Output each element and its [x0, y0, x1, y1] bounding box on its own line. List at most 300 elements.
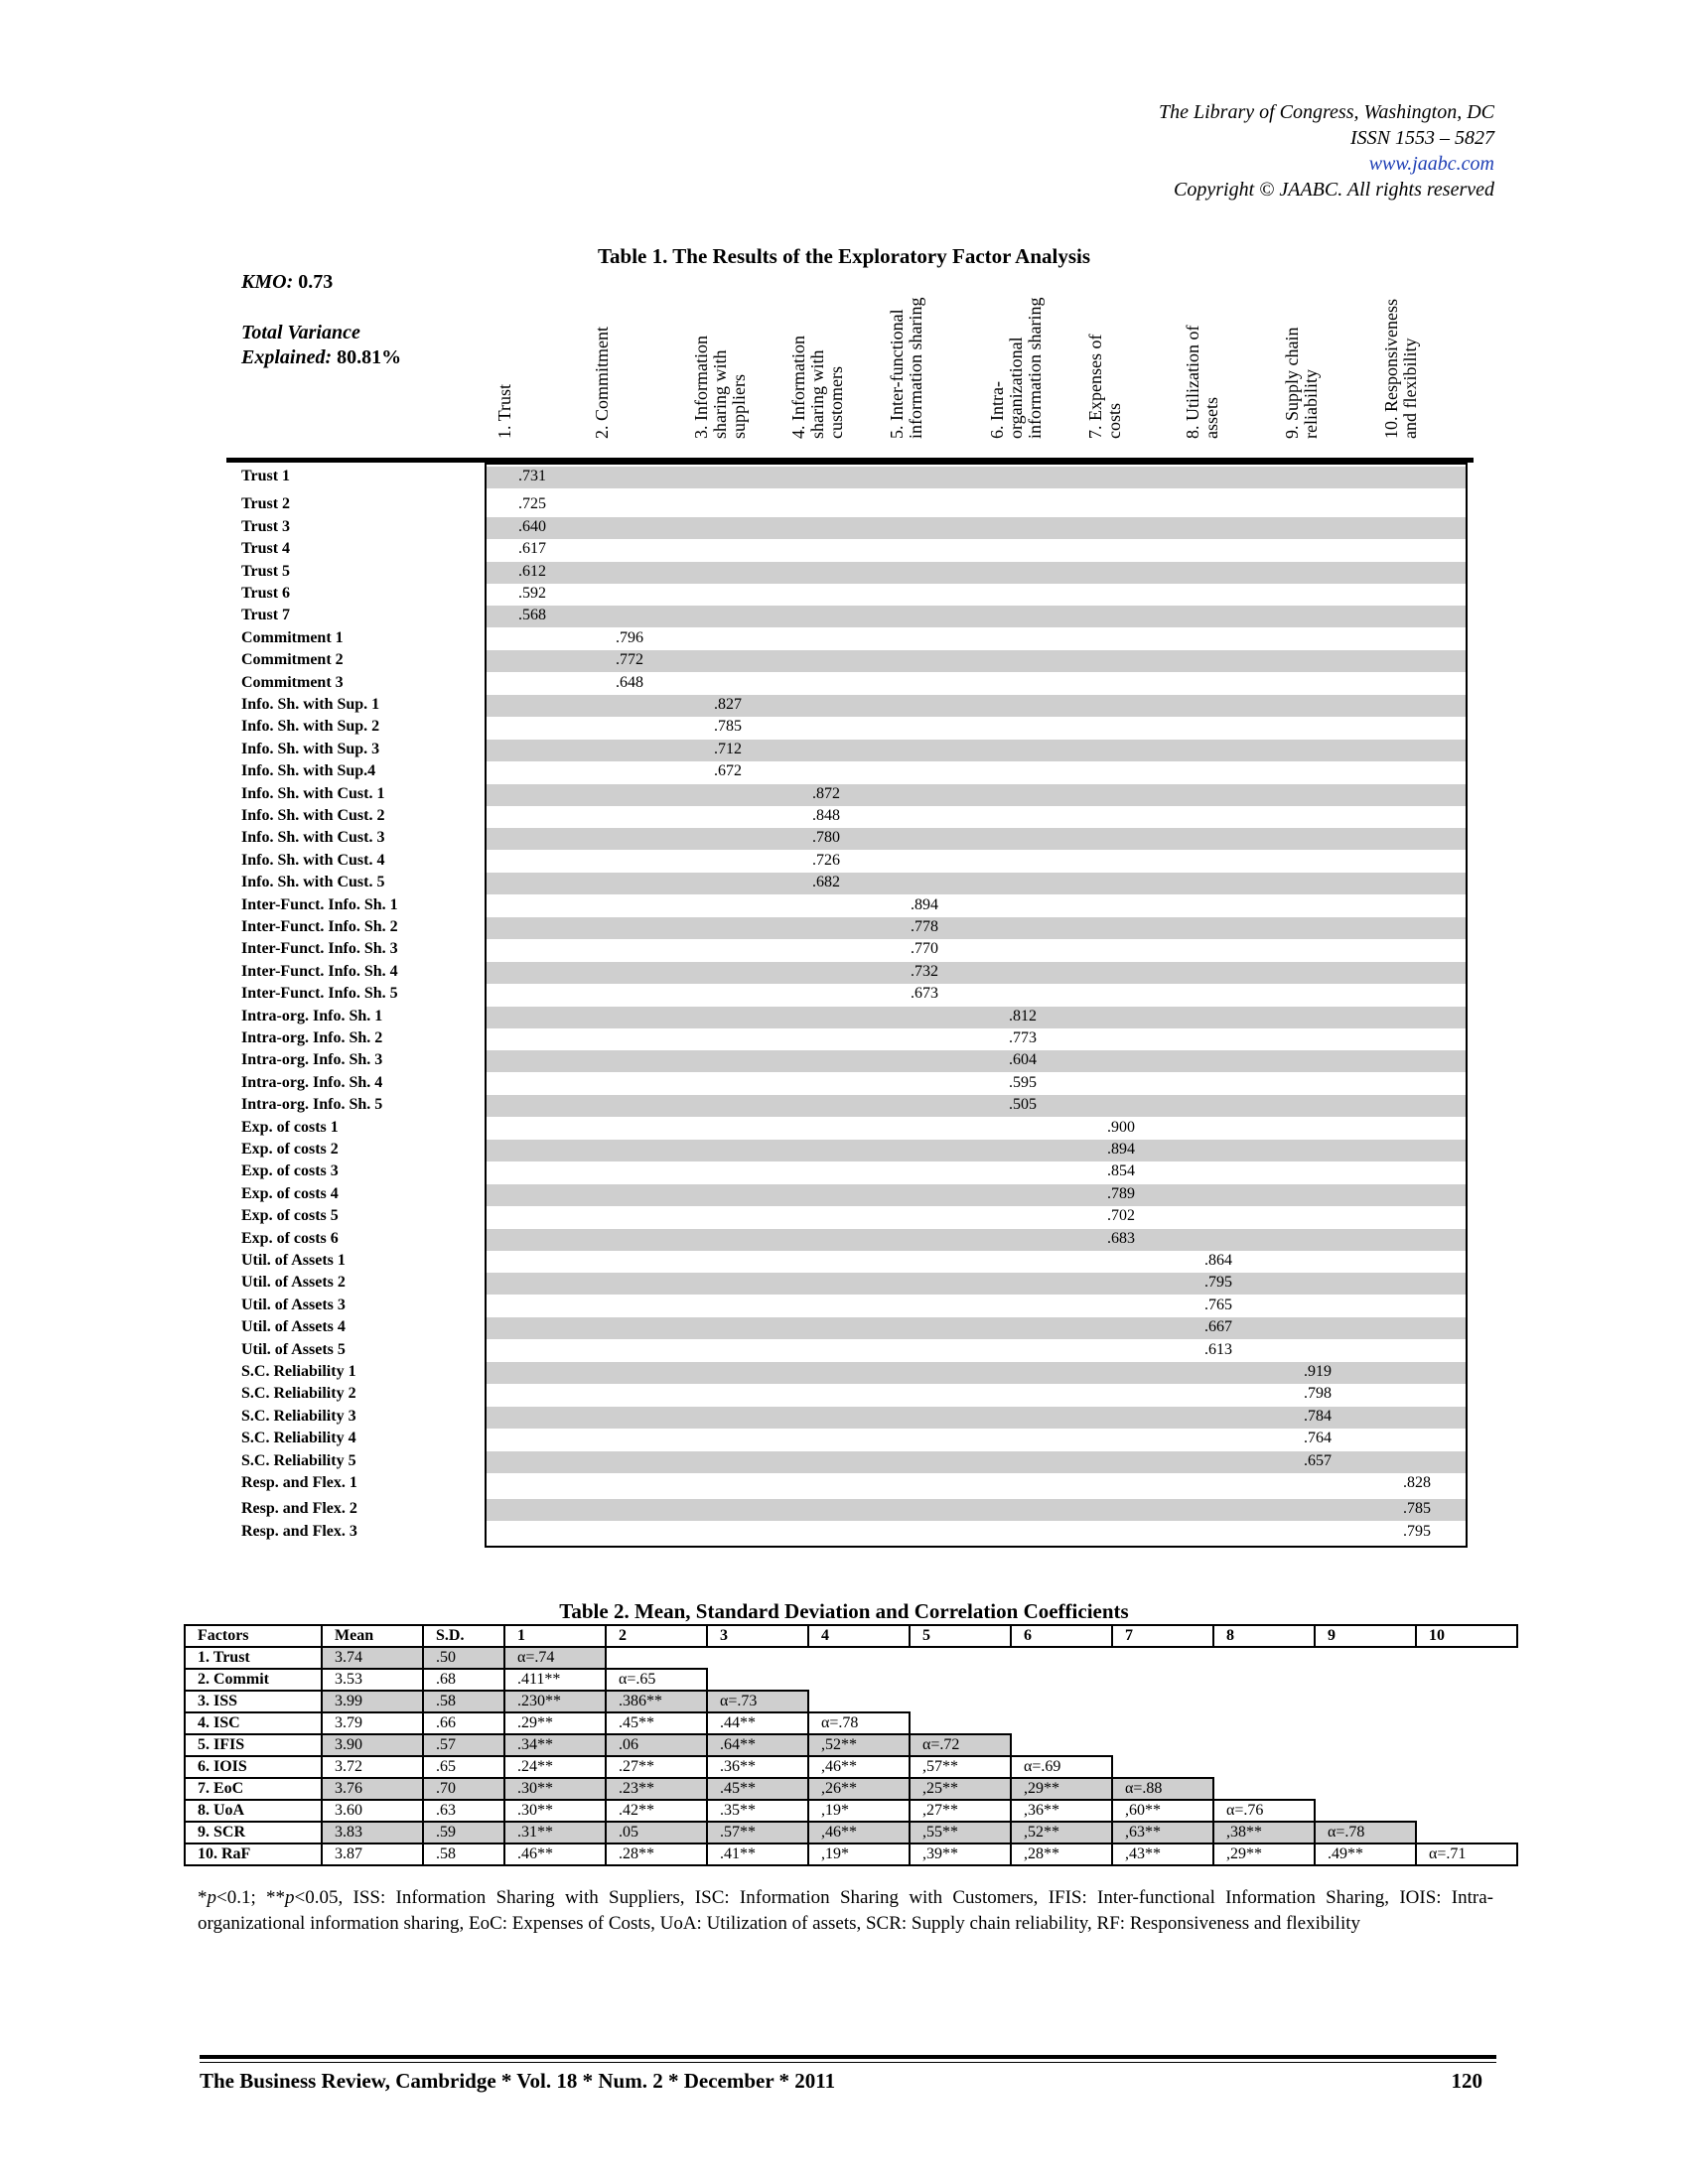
empty-cell: [1315, 1669, 1416, 1691]
factor-loading: .827: [714, 696, 742, 713]
sd-cell: .68: [423, 1669, 504, 1691]
correlation-cell: .27**: [606, 1756, 707, 1778]
note-sig2: **: [266, 1887, 286, 1908]
factor-loading: .568: [518, 607, 546, 624]
table2-header-cell: 6: [1011, 1625, 1112, 1647]
factor-loading: .785: [1403, 1500, 1431, 1518]
factor-loading: .778: [911, 918, 938, 935]
item-label: Util. of Assets 4: [241, 1318, 346, 1336]
empty-cell: [1112, 1712, 1213, 1734]
table2-header-cell: S.D.: [423, 1625, 504, 1647]
item-label: S.C. Reliability 1: [241, 1363, 356, 1380]
item-label: Exp. of costs 4: [241, 1184, 339, 1202]
empty-cell: [1416, 1822, 1517, 1843]
factor-cell: 8. UoA: [185, 1800, 322, 1822]
factor-loading: .731: [518, 468, 546, 484]
factor-loading: .919: [1304, 1363, 1332, 1380]
factor-loading: .592: [518, 585, 546, 602]
column-header-2: [593, 327, 612, 439]
item-label: Intra-org. Info. Sh. 3: [241, 1051, 383, 1069]
mean-cell: 3.87: [322, 1843, 423, 1865]
column-header-line: 8. Utilization of: [1183, 325, 1202, 439]
correlation-cell: ,19*: [808, 1800, 910, 1822]
factor-loading: .595: [1009, 1073, 1037, 1091]
factor-loading: .612: [518, 562, 546, 580]
empty-cell: [1315, 1734, 1416, 1756]
correlation-cell: .386**: [606, 1691, 707, 1712]
factor-loading: .640: [518, 517, 546, 535]
sd-cell: .70: [423, 1778, 504, 1800]
correlation-cell: ,46**: [808, 1756, 910, 1778]
factor-loading: .795: [1204, 1274, 1232, 1292]
factor-loading: .773: [1009, 1029, 1037, 1046]
factor-loading: .505: [1009, 1096, 1037, 1114]
table2-row: [185, 1822, 1517, 1843]
empty-cell: [1315, 1712, 1416, 1734]
correlation-cell: α=.73: [707, 1691, 808, 1712]
empty-cell: [1112, 1756, 1213, 1778]
correlation-cell: .45**: [606, 1712, 707, 1734]
item-label: Inter-Funct. Info. Sh. 2: [241, 918, 398, 935]
item-label: Resp. and Flex. 1: [241, 1474, 357, 1491]
column-header-line: sharing with: [807, 349, 827, 439]
item-label: Info. Sh. with Cust. 4: [241, 851, 385, 869]
empty-cell: [1416, 1712, 1517, 1734]
table1-frame: [485, 463, 1468, 1548]
empty-cell: [1315, 1800, 1416, 1822]
factor-loading: .798: [1304, 1385, 1332, 1403]
total-variance-stat: [241, 321, 401, 370]
correlation-cell: .230**: [504, 1691, 606, 1712]
column-header-line: 4. Information: [788, 336, 808, 439]
factor-loading: .864: [1204, 1252, 1232, 1269]
factor-loading: .725: [518, 495, 546, 513]
table2: [184, 1624, 1518, 1866]
item-label: S.C. Reliability 3: [241, 1407, 356, 1425]
correlation-cell: ,29**: [1213, 1843, 1315, 1865]
table2-row: [185, 1800, 1517, 1822]
table2-header-cell: 10: [1416, 1625, 1517, 1647]
correlation-cell: α=.76: [1213, 1800, 1315, 1822]
sd-cell: .57: [423, 1734, 504, 1756]
factor-loading: .894: [1107, 1141, 1135, 1158]
column-header-9: [1283, 328, 1321, 440]
column-header-line: information sharing: [1025, 297, 1045, 439]
factor-loading: .784: [1304, 1407, 1332, 1425]
item-label: Inter-Funct. Info. Sh. 4: [241, 962, 398, 980]
empty-cell: [1213, 1734, 1315, 1756]
empty-cell: [1011, 1734, 1112, 1756]
column-header-line: organizational: [1006, 337, 1026, 439]
item-label: Trust 2: [241, 495, 291, 513]
item-label: Inter-Funct. Info. Sh. 1: [241, 895, 398, 913]
factor-loading: .765: [1204, 1296, 1232, 1313]
mean-cell: 3.79: [322, 1712, 423, 1734]
column-header-7: [1086, 335, 1124, 439]
correlation-cell: .411**: [504, 1669, 606, 1691]
factor-cell: 4. ISC: [185, 1712, 322, 1734]
factor-cell: 5. IFIS: [185, 1734, 322, 1756]
column-header-line: and flexibility: [1400, 338, 1420, 439]
correlation-cell: α=.78: [808, 1712, 910, 1734]
factor-loading: .796: [616, 628, 643, 646]
correlation-cell: α=.65: [606, 1669, 707, 1691]
empty-cell: [1213, 1669, 1315, 1691]
empty-cell: [910, 1712, 1011, 1734]
table2-header-cell: 8: [1213, 1625, 1315, 1647]
table2-header-cell: 4: [808, 1625, 910, 1647]
correlation-cell: ,63**: [1112, 1822, 1213, 1843]
item-label: Resp. and Flex. 2: [241, 1500, 357, 1518]
item-label: Info. Sh. with Cust. 5: [241, 874, 385, 891]
correlation-cell: .34**: [504, 1734, 606, 1756]
factor-loading: .848: [812, 807, 840, 824]
mean-cell: 3.83: [322, 1822, 423, 1843]
factor-loading: .604: [1009, 1051, 1037, 1069]
item-label: Info. Sh. with Cust. 2: [241, 807, 385, 824]
table2-title: Table 2. Mean, Standard Deviation and Correlation Coefficients: [559, 1599, 1129, 1623]
column-header-8: [1184, 326, 1221, 439]
empty-cell: [1112, 1691, 1213, 1712]
item-label: Trust 5: [241, 562, 291, 580]
table2-row: [185, 1691, 1517, 1712]
column-header-1: [495, 384, 514, 439]
table2-row: [185, 1756, 1517, 1778]
correlation-cell: ,46**: [808, 1822, 910, 1843]
correlation-cell: .05: [606, 1822, 707, 1843]
column-header-line: 1. Trust: [494, 383, 514, 439]
item-label: Commitment 1: [241, 628, 344, 646]
sd-cell: .65: [423, 1756, 504, 1778]
empty-cell: [808, 1669, 910, 1691]
sd-cell: .66: [423, 1712, 504, 1734]
empty-cell: [1213, 1691, 1315, 1712]
correlation-cell: ,27**: [910, 1800, 1011, 1822]
correlation-cell: .30**: [504, 1778, 606, 1800]
empty-cell: [1416, 1778, 1517, 1800]
factor-loading: .672: [714, 762, 742, 780]
sd-cell: .50: [423, 1647, 504, 1669]
empty-cell: [1112, 1669, 1213, 1691]
factor-loading: .854: [1107, 1162, 1135, 1180]
item-label: Intra-org. Info. Sh. 5: [241, 1096, 383, 1114]
mean-cell: 3.90: [322, 1734, 423, 1756]
factor-cell: 7. EoC: [185, 1778, 322, 1800]
factor-cell: 6. IOIS: [185, 1756, 322, 1778]
empty-cell: [1011, 1647, 1112, 1669]
correlation-cell: .42**: [606, 1800, 707, 1822]
factor-loading: .712: [714, 740, 742, 757]
header-library: The Library of Congress, Washington, DC: [1158, 101, 1494, 123]
item-label: Exp. of costs 5: [241, 1207, 339, 1225]
kmo-stat: [241, 271, 333, 294]
kmo-label: KMO:: [241, 271, 294, 293]
correlation-cell: .30**: [504, 1800, 606, 1822]
factor-loading: .702: [1107, 1207, 1135, 1225]
empty-cell: [1416, 1800, 1517, 1822]
item-label: Trust 1: [241, 468, 291, 484]
item-label: S.C. Reliability 4: [241, 1430, 356, 1447]
item-label: Info. Sh. with Sup. 1: [241, 696, 380, 713]
factor-loading: .770: [911, 940, 938, 958]
correlation-cell: .24**: [504, 1756, 606, 1778]
column-header-5: [888, 298, 925, 439]
empty-cell: [1416, 1691, 1517, 1712]
item-label: Info. Sh. with Sup. 2: [241, 718, 380, 736]
item-label: Exp. of costs 2: [241, 1141, 339, 1158]
table2-row: [185, 1647, 1517, 1669]
correlation-cell: α=.72: [910, 1734, 1011, 1756]
empty-cell: [910, 1691, 1011, 1712]
factor-loading: .667: [1204, 1318, 1232, 1336]
factor-loading: .785: [714, 718, 742, 736]
table2-header-cell: 1: [504, 1625, 606, 1647]
factor-loading: .894: [911, 895, 938, 913]
empty-cell: [707, 1669, 808, 1691]
factor-loading: .900: [1107, 1118, 1135, 1136]
note-p1: p: [207, 1887, 216, 1908]
factor-cell: 3. ISS: [185, 1691, 322, 1712]
tve-value: 80.81%: [337, 346, 402, 368]
sd-cell: .58: [423, 1843, 504, 1865]
correlation-cell: ,60**: [1112, 1800, 1213, 1822]
column-header-line: 10. Responsiveness: [1381, 299, 1401, 439]
empty-cell: [707, 1647, 808, 1669]
empty-cell: [1315, 1756, 1416, 1778]
table2-row: [185, 1778, 1517, 1800]
kmo-value: 0.73: [298, 271, 334, 293]
empty-cell: [1213, 1778, 1315, 1800]
empty-cell: [1416, 1669, 1517, 1691]
item-label: S.C. Reliability 2: [241, 1385, 356, 1403]
mean-cell: 3.60: [322, 1800, 423, 1822]
item-label: Inter-Funct. Info. Sh. 3: [241, 940, 398, 958]
table2-header-cell: 5: [910, 1625, 1011, 1647]
factor-loading: .872: [812, 784, 840, 802]
table2-row: [185, 1734, 1517, 1756]
item-label: Exp. of costs 6: [241, 1229, 339, 1247]
running-header: [1159, 99, 1494, 203]
table2-header-cell: 9: [1315, 1625, 1416, 1647]
correlation-cell: ,52**: [808, 1734, 910, 1756]
column-header-line: reliability: [1301, 369, 1321, 439]
page-number: 120: [1451, 2069, 1482, 2093]
correlation-cell: .28**: [606, 1843, 707, 1865]
column-header-line: 7. Expenses of: [1085, 334, 1105, 439]
item-label: Commitment 2: [241, 651, 344, 669]
correlation-cell: ,36**: [1011, 1800, 1112, 1822]
correlation-cell: ,25**: [910, 1778, 1011, 1800]
item-label: Inter-Funct. Info. Sh. 5: [241, 985, 398, 1003]
mean-cell: 3.53: [322, 1669, 423, 1691]
correlation-cell: .44**: [707, 1712, 808, 1734]
item-label: Trust 7: [241, 607, 291, 624]
correlation-cell: .45**: [707, 1778, 808, 1800]
factor-loading: .617: [518, 540, 546, 558]
column-header-3: [692, 336, 749, 439]
correlation-cell: ,26**: [808, 1778, 910, 1800]
item-label: Util. of Assets 2: [241, 1274, 346, 1292]
correlation-cell: ,19*: [808, 1843, 910, 1865]
correlation-cell: ,38**: [1213, 1822, 1315, 1843]
item-label: Info. Sh. with Sup. 3: [241, 740, 380, 757]
factor-loading: .726: [812, 851, 840, 869]
correlation-cell: α=.78: [1315, 1822, 1416, 1843]
empty-cell: [1315, 1647, 1416, 1669]
table2-note: [198, 1885, 1493, 1937]
empty-cell: [910, 1647, 1011, 1669]
item-label: Util. of Assets 5: [241, 1340, 346, 1358]
column-header-6: [988, 298, 1045, 439]
note-p2: p: [285, 1887, 295, 1908]
sd-cell: .63: [423, 1800, 504, 1822]
column-header-line: customers: [826, 366, 846, 439]
factor-cell: 1. Trust: [185, 1647, 322, 1669]
column-header-line: 6. Intra-: [987, 381, 1007, 439]
column-header-line: 2. Commitment: [592, 326, 612, 439]
item-label: Trust 6: [241, 585, 291, 602]
footer-rule-thick: [200, 2055, 1496, 2059]
correlation-cell: .49**: [1315, 1843, 1416, 1865]
factor-loading: .795: [1403, 1522, 1431, 1540]
correlation-cell: .23**: [606, 1778, 707, 1800]
sd-cell: .58: [423, 1691, 504, 1712]
tve-label-line1: Total Variance: [241, 322, 360, 343]
empty-cell: [1315, 1778, 1416, 1800]
factor-loading: .657: [1304, 1451, 1332, 1469]
header-issn: ISSN 1553 – 5827: [1350, 127, 1494, 149]
factor-loading: .828: [1403, 1474, 1431, 1491]
correlation-cell: .57**: [707, 1822, 808, 1843]
mean-cell: 3.72: [322, 1756, 423, 1778]
footer-rule-thin: [200, 2062, 1496, 2063]
correlation-cell: α=.74: [504, 1647, 606, 1669]
table2-header-cell: 2: [606, 1625, 707, 1647]
empty-cell: [808, 1647, 910, 1669]
item-label: Intra-org. Info. Sh. 2: [241, 1029, 383, 1046]
correlation-cell: .35**: [707, 1800, 808, 1822]
correlation-cell: ,57**: [910, 1756, 1011, 1778]
correlation-cell: ,55**: [910, 1822, 1011, 1843]
column-header-line: sharing with: [710, 349, 730, 439]
empty-cell: [808, 1691, 910, 1712]
correlation-cell: .06: [606, 1734, 707, 1756]
factor-cell: 10. RaF: [185, 1843, 322, 1865]
correlation-cell: .41**: [707, 1843, 808, 1865]
factor-loading: .682: [812, 874, 840, 891]
item-label: Commitment 3: [241, 673, 344, 691]
item-label: Trust 4: [241, 540, 291, 558]
correlation-cell: ,29**: [1011, 1778, 1112, 1800]
empty-cell: [1315, 1691, 1416, 1712]
table1-title: Table 1. The Results of the Exploratory Factor Analysis: [597, 244, 1091, 268]
column-header-line: 9. Supply chain: [1282, 327, 1302, 439]
header-copyright: Copyright © JAABC. All rights reserved: [1174, 179, 1494, 201]
table2-header-cell: Mean: [322, 1625, 423, 1647]
correlation-cell: ,28**: [1011, 1843, 1112, 1865]
empty-cell: [1011, 1691, 1112, 1712]
mean-cell: 3.99: [322, 1691, 423, 1712]
note-sig1: *: [198, 1887, 208, 1908]
correlation-cell: ,43**: [1112, 1843, 1213, 1865]
column-header-line: 3. Information: [691, 336, 711, 439]
correlation-cell: α=.88: [1112, 1778, 1213, 1800]
header-website-link[interactable]: www.jaabc.com: [1368, 153, 1494, 175]
correlation-cell: ,39**: [910, 1843, 1011, 1865]
item-label: Info. Sh. with Sup.4: [241, 762, 376, 780]
column-header-line: suppliers: [729, 374, 749, 439]
factor-cell: 9. SCR: [185, 1822, 322, 1843]
item-label: Exp. of costs 3: [241, 1162, 339, 1180]
empty-cell: [1011, 1669, 1112, 1691]
correlation-cell: .29**: [504, 1712, 606, 1734]
empty-cell: [1416, 1647, 1517, 1669]
item-label: Resp. and Flex. 3: [241, 1522, 357, 1540]
factor-loading: .648: [616, 673, 643, 691]
empty-cell: [606, 1647, 707, 1669]
correlation-cell: α=.69: [1011, 1756, 1112, 1778]
correlation-cell: .46**: [504, 1843, 606, 1865]
factor-loading: .772: [616, 651, 643, 669]
note-sig1-tail: <0.1;: [216, 1887, 267, 1908]
item-label: S.C. Reliability 5: [241, 1451, 356, 1469]
item-label: Trust 3: [241, 517, 291, 535]
item-label: Util. of Assets 3: [241, 1296, 346, 1313]
empty-cell: [1213, 1756, 1315, 1778]
item-label: Intra-org. Info. Sh. 1: [241, 1007, 383, 1024]
empty-cell: [1112, 1734, 1213, 1756]
table2-header-cell: 3: [707, 1625, 808, 1647]
table2-header-row: [185, 1625, 1517, 1647]
empty-cell: [1011, 1712, 1112, 1734]
correlation-cell: .64**: [707, 1734, 808, 1756]
empty-cell: [1416, 1734, 1517, 1756]
column-header-line: assets: [1201, 397, 1221, 439]
item-label: Info. Sh. with Cust. 1: [241, 784, 385, 802]
factor-cell: 2. Commit: [185, 1669, 322, 1691]
empty-cell: [1112, 1647, 1213, 1669]
correlation-cell: .36**: [707, 1756, 808, 1778]
mean-cell: 3.76: [322, 1778, 423, 1800]
factor-loading: .673: [911, 985, 938, 1003]
correlation-cell: α=.71: [1416, 1843, 1517, 1865]
factor-loading: .613: [1204, 1340, 1232, 1358]
column-header-4: [789, 336, 846, 439]
footer-journal: The Business Review, Cambridge * Vol. 18 * Num. 2 * December * 2011: [200, 2069, 836, 2093]
table2-header-cell: 7: [1112, 1625, 1213, 1647]
table2-row: [185, 1712, 1517, 1734]
item-label: Intra-org. Info. Sh. 4: [241, 1073, 383, 1091]
table2-header-cell: Factors: [185, 1625, 322, 1647]
tve-label-line2: Explained:: [241, 346, 333, 368]
table2-row: [185, 1669, 1517, 1691]
empty-cell: [1213, 1712, 1315, 1734]
table2-row: [185, 1843, 1517, 1865]
factor-loading: .683: [1107, 1229, 1135, 1247]
column-header-line: information sharing: [906, 297, 925, 439]
correlation-cell: .31**: [504, 1822, 606, 1843]
empty-cell: [1416, 1756, 1517, 1778]
item-label: Util. of Assets 1: [241, 1252, 346, 1269]
column-header-10: [1382, 299, 1420, 439]
note-rest: <0.05, ISS: Information Sharing with Suppliers, ISC: Information Sharing with Customers, IFIS: Inter-functional Information Sharing, IOIS: Intra-organizational information sharing, EoC: Expenses of Costs, UoA: Utilization of assets, SCR: Supply chain reliability, RF: Responsiveness and flexibility: [198, 1887, 1494, 1934]
item-label: Info. Sh. with Cust. 3: [241, 829, 385, 847]
sd-cell: .59: [423, 1822, 504, 1843]
empty-cell: [1213, 1647, 1315, 1669]
column-header-line: costs: [1104, 403, 1124, 439]
column-header-line: 5. Inter-functional: [887, 309, 907, 439]
empty-cell: [910, 1669, 1011, 1691]
